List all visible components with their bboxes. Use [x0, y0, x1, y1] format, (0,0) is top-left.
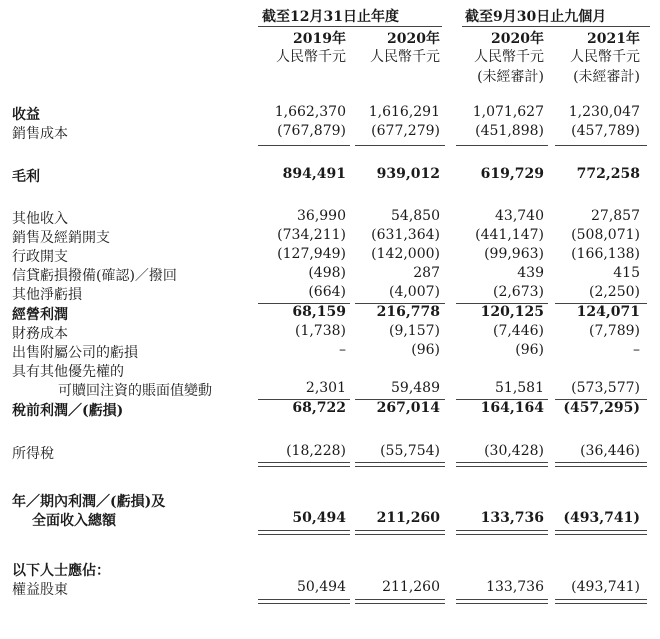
cell-tax-2020: (55,754): [380, 443, 440, 459]
cell-cl-2021-9m: 415: [613, 265, 640, 281]
cell-cost-2020-9m: (451,898): [475, 123, 544, 139]
double-rule: [456, 530, 548, 535]
row-label-finance-costs: 財務成本: [12, 326, 68, 342]
cell-oi-2019: 36,990: [297, 208, 346, 224]
cell-rc-2019: 2,301: [305, 380, 346, 396]
row-label-net-profit-1: 年／期內利潤／(虧損)及: [12, 494, 166, 510]
cell-oi-2020: 54,850: [391, 208, 440, 224]
cell-revenue-2020-9m: 1,071,627: [472, 104, 544, 120]
header-unit-2: 人民幣千元: [370, 49, 440, 65]
row-label-other-income: 其他收入: [12, 211, 68, 227]
cell-cost-2020: (677,279): [371, 123, 440, 139]
cell-np-2020-9m: 133,736: [480, 510, 544, 526]
cell-dl-2019: –: [339, 342, 346, 358]
header-period-fy: 截至12月31日止年度: [262, 9, 399, 25]
cell-onl-2020: (4,007): [388, 284, 440, 300]
cell-oi-2020-9m: 43,740: [495, 208, 544, 224]
double-rule: [355, 599, 445, 604]
cell-op-2020: 216,778: [376, 304, 440, 320]
double-rule: [456, 599, 548, 604]
row-label-redeemable-1: 具有其他優先權的: [12, 364, 124, 380]
cell-se-2020: (631,364): [371, 227, 440, 243]
row-label-revenue: 收益: [12, 107, 40, 123]
cell-pt-2021-9m: (457,295): [563, 400, 640, 416]
cell-ae-2020: (142,000): [371, 246, 440, 262]
header-year-2019: 2019年: [293, 31, 346, 47]
double-rule: [258, 530, 350, 535]
header-unaudited-3: (未經審計): [477, 69, 544, 85]
cell-ae-2021-9m: (166,138): [571, 246, 640, 262]
header-year-2020: 2020年: [387, 31, 440, 47]
double-rule: [258, 462, 350, 467]
rule: [355, 145, 445, 146]
cell-dl-2020: (96): [411, 342, 440, 358]
cell-gp-2020-9m: 619,729: [480, 166, 544, 182]
rule: [258, 145, 350, 146]
row-label-attributable-to: 以下人士應佔：: [12, 563, 110, 579]
cell-onl-2021-9m: (2,250): [588, 284, 640, 300]
cell-np-2021-9m: (493,741): [563, 510, 640, 526]
row-label-net-profit-2: 全面收入總額: [32, 513, 116, 529]
cell-revenue-2021-9m: 1,230,047: [568, 104, 640, 120]
row-label-disposal-loss: 出售附屬公司的虧損: [12, 345, 138, 361]
cell-rc-2020-9m: 51,581: [495, 380, 544, 396]
cell-rc-2021-9m: (573,577): [571, 380, 640, 396]
cell-cost-2019: (767,879): [277, 123, 346, 139]
cell-op-2019: 68,159: [292, 304, 346, 320]
cell-es-2019: 50,494: [297, 579, 346, 595]
rule: [456, 145, 548, 146]
row-label-credit-loss: 信貸虧損撥備(確認)／撥回: [12, 268, 177, 284]
cell-gp-2020: 939,012: [376, 166, 440, 182]
cell-revenue-2019: 1,662,370: [274, 104, 346, 120]
cell-se-2021-9m: (508,071): [571, 227, 640, 243]
cell-es-2021-9m: (493,741): [571, 579, 640, 595]
cell-onl-2020-9m: (2,673): [492, 284, 544, 300]
cell-np-2020: 211,260: [376, 510, 440, 526]
cell-ae-2019: (127,949): [277, 246, 346, 262]
double-rule: [456, 462, 548, 467]
cell-ae-2020-9m: (99,963): [484, 246, 544, 262]
cell-fc-2020: (9,157): [388, 323, 440, 339]
double-rule: [355, 530, 445, 535]
row-label-admin-expenses: 行政開支: [12, 249, 68, 265]
row-label-selling-expenses: 銷售及經銷開支: [12, 230, 110, 246]
cell-gp-2019: 894,491: [282, 166, 346, 182]
cell-tax-2019: (18,228): [286, 443, 346, 459]
row-label-cost-of-sales: 銷售成本: [12, 126, 68, 142]
header-year-2021-9m: 2021年: [587, 31, 640, 47]
row-label-other-net-loss: 其他淨虧損: [12, 287, 82, 303]
cell-op-2021-9m: 124,071: [576, 304, 640, 320]
double-rule: [258, 599, 350, 604]
header-rule-9m: [462, 26, 650, 27]
row-label-income-tax: 所得稅: [12, 446, 54, 462]
cell-dl-2021-9m: –: [633, 342, 640, 358]
cell-es-2020: 211,260: [382, 579, 440, 595]
cell-cl-2019: (498): [308, 265, 346, 281]
double-rule: [555, 462, 647, 467]
cell-dl-2020-9m: (96): [515, 342, 544, 358]
row-label-pretax-profit: 稅前利潤／(虧損): [12, 403, 124, 419]
header-year-2020-9m: 2020年: [491, 31, 544, 47]
header-unit-1: 人民幣千元: [276, 49, 346, 65]
cell-cl-2020: 287: [413, 265, 440, 281]
rule: [555, 145, 647, 146]
row-label-equity-shareholders: 權益股東: [12, 582, 68, 598]
cell-oi-2021-9m: 27,857: [591, 208, 640, 224]
cell-tax-2020-9m: (30,428): [484, 443, 544, 459]
double-rule: [555, 530, 647, 535]
double-rule: [355, 462, 445, 467]
cell-se-2020-9m: (441,147): [475, 227, 544, 243]
cell-pt-2020: 267,014: [376, 400, 440, 416]
cell-cl-2020-9m: 439: [517, 265, 544, 281]
row-label-operating-profit: 經營利潤: [12, 307, 68, 323]
cell-se-2019: (734,211): [277, 227, 346, 243]
cell-tax-2021-9m: (36,446): [580, 443, 640, 459]
row-label-gross-profit: 毛利: [12, 169, 40, 185]
cell-fc-2021-9m: (7,789): [588, 323, 640, 339]
cell-cost-2021-9m: (457,789): [571, 123, 640, 139]
header-unaudited-4: (未經審計): [573, 69, 640, 85]
cell-fc-2019: (1,738): [294, 323, 346, 339]
header-period-9m: 截至9月30日止九個月: [465, 9, 607, 25]
header-rule-fy: [258, 26, 442, 27]
cell-np-2019: 50,494: [292, 510, 346, 526]
cell-op-2020-9m: 120,125: [480, 304, 544, 320]
row-label-redeemable-2: 可贖回注資的賬面值變動: [58, 383, 212, 399]
cell-revenue-2020: 1,616,291: [368, 104, 440, 120]
cell-pt-2020-9m: 164,164: [480, 400, 544, 416]
cell-rc-2020: 59,489: [391, 380, 440, 396]
header-unit-4: 人民幣千元: [570, 49, 640, 65]
header-unit-3: 人民幣千元: [474, 49, 544, 65]
cell-fc-2020-9m: (7,446): [492, 323, 544, 339]
double-rule: [555, 599, 647, 604]
cell-onl-2019: (664): [308, 284, 346, 300]
cell-gp-2021-9m: 772,258: [576, 166, 640, 182]
cell-es-2020-9m: 133,736: [486, 579, 544, 595]
cell-pt-2019: 68,722: [292, 400, 346, 416]
